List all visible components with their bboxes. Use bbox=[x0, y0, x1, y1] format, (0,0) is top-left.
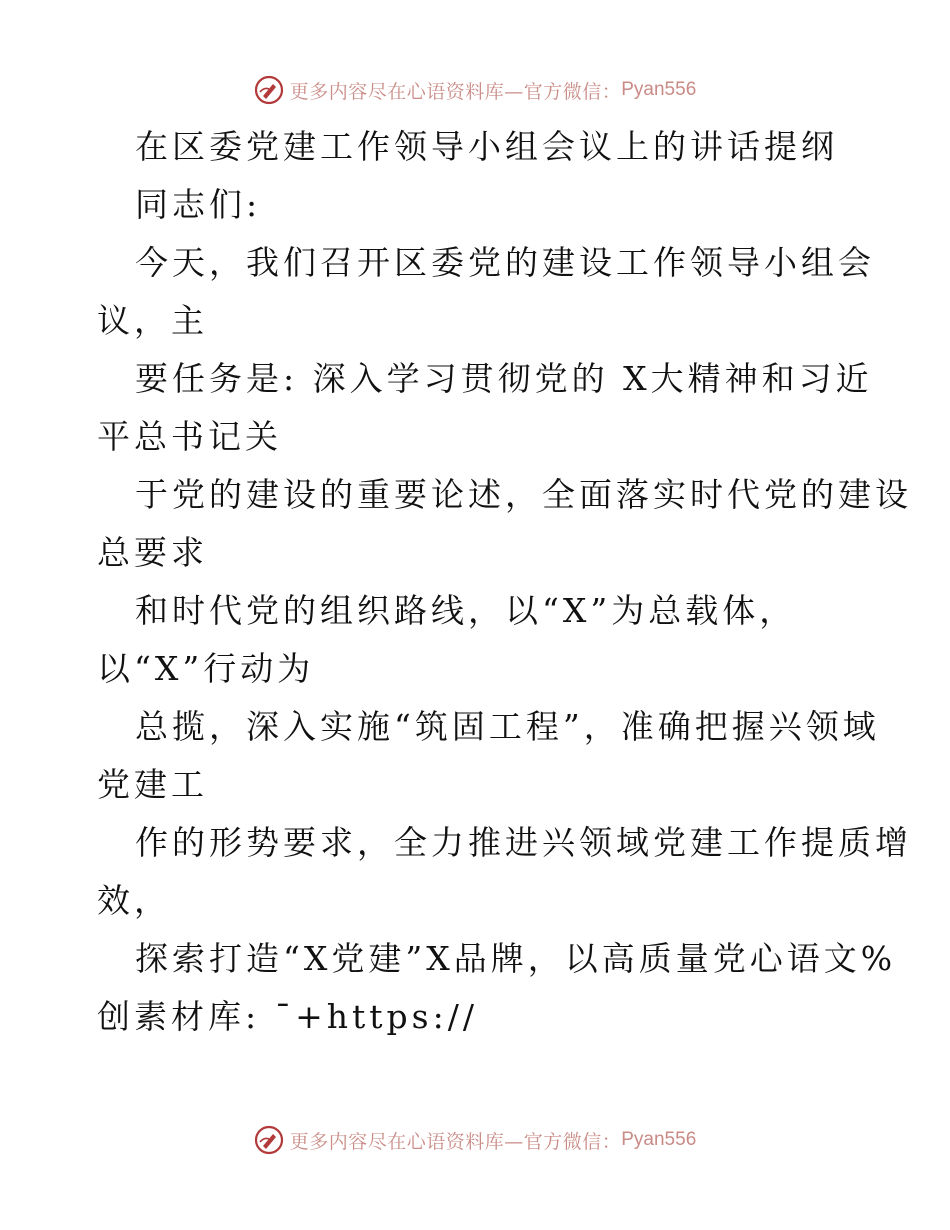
body-line: 总要求 bbox=[97, 533, 208, 572]
body-line: 作的形势要求，全力推进兴领域党建工作提质增 bbox=[135, 823, 912, 862]
body-line: 创素材库: ¯+https:// bbox=[97, 997, 478, 1036]
pen-logo-icon bbox=[254, 75, 284, 105]
body-line: 总揽，深入实施“筑固工程”，准确把握兴领域 bbox=[135, 707, 880, 746]
body-line: 党建工 bbox=[97, 765, 208, 804]
document-body bbox=[97, 118, 912, 1046]
document-title: 在区委党建工作领导小组会议上的讲话提纲 bbox=[135, 127, 838, 166]
body-line: 以“X”行动为 bbox=[97, 649, 315, 688]
watermark-text: 更多内容尽在心语资料库—官方微信： bbox=[289, 1130, 622, 1153]
pen-logo-icon bbox=[254, 1125, 284, 1155]
body-line: 平总书记关 bbox=[97, 417, 282, 456]
footer-watermark bbox=[0, 1120, 950, 1160]
body-line: 议，主 bbox=[97, 301, 208, 340]
salutation: 同志们: bbox=[135, 185, 262, 224]
body-line: 今天，我们召开区委党的建设工作领导小组会 bbox=[135, 243, 875, 282]
body-line: 于党的建设的重要论述，全面落实时代党的建设 bbox=[135, 475, 912, 514]
body-line: 效， bbox=[97, 881, 171, 920]
body-line: 和时代党的组织路线，以“X”为总载体， bbox=[135, 591, 797, 630]
watermark-wechat-id: Pyan556 bbox=[621, 79, 697, 100]
watermark-wechat-id: Pyan556 bbox=[621, 1129, 697, 1150]
body-line: 探索打造“X党建”X品牌，以高质量党心语文% bbox=[135, 939, 897, 978]
header-watermark bbox=[0, 70, 950, 110]
watermark-text: 更多内容尽在心语资料库—官方微信： bbox=[289, 80, 622, 103]
body-line: 要任务是: 深入学习贯彻党的 X大精神和习近 bbox=[135, 359, 873, 398]
